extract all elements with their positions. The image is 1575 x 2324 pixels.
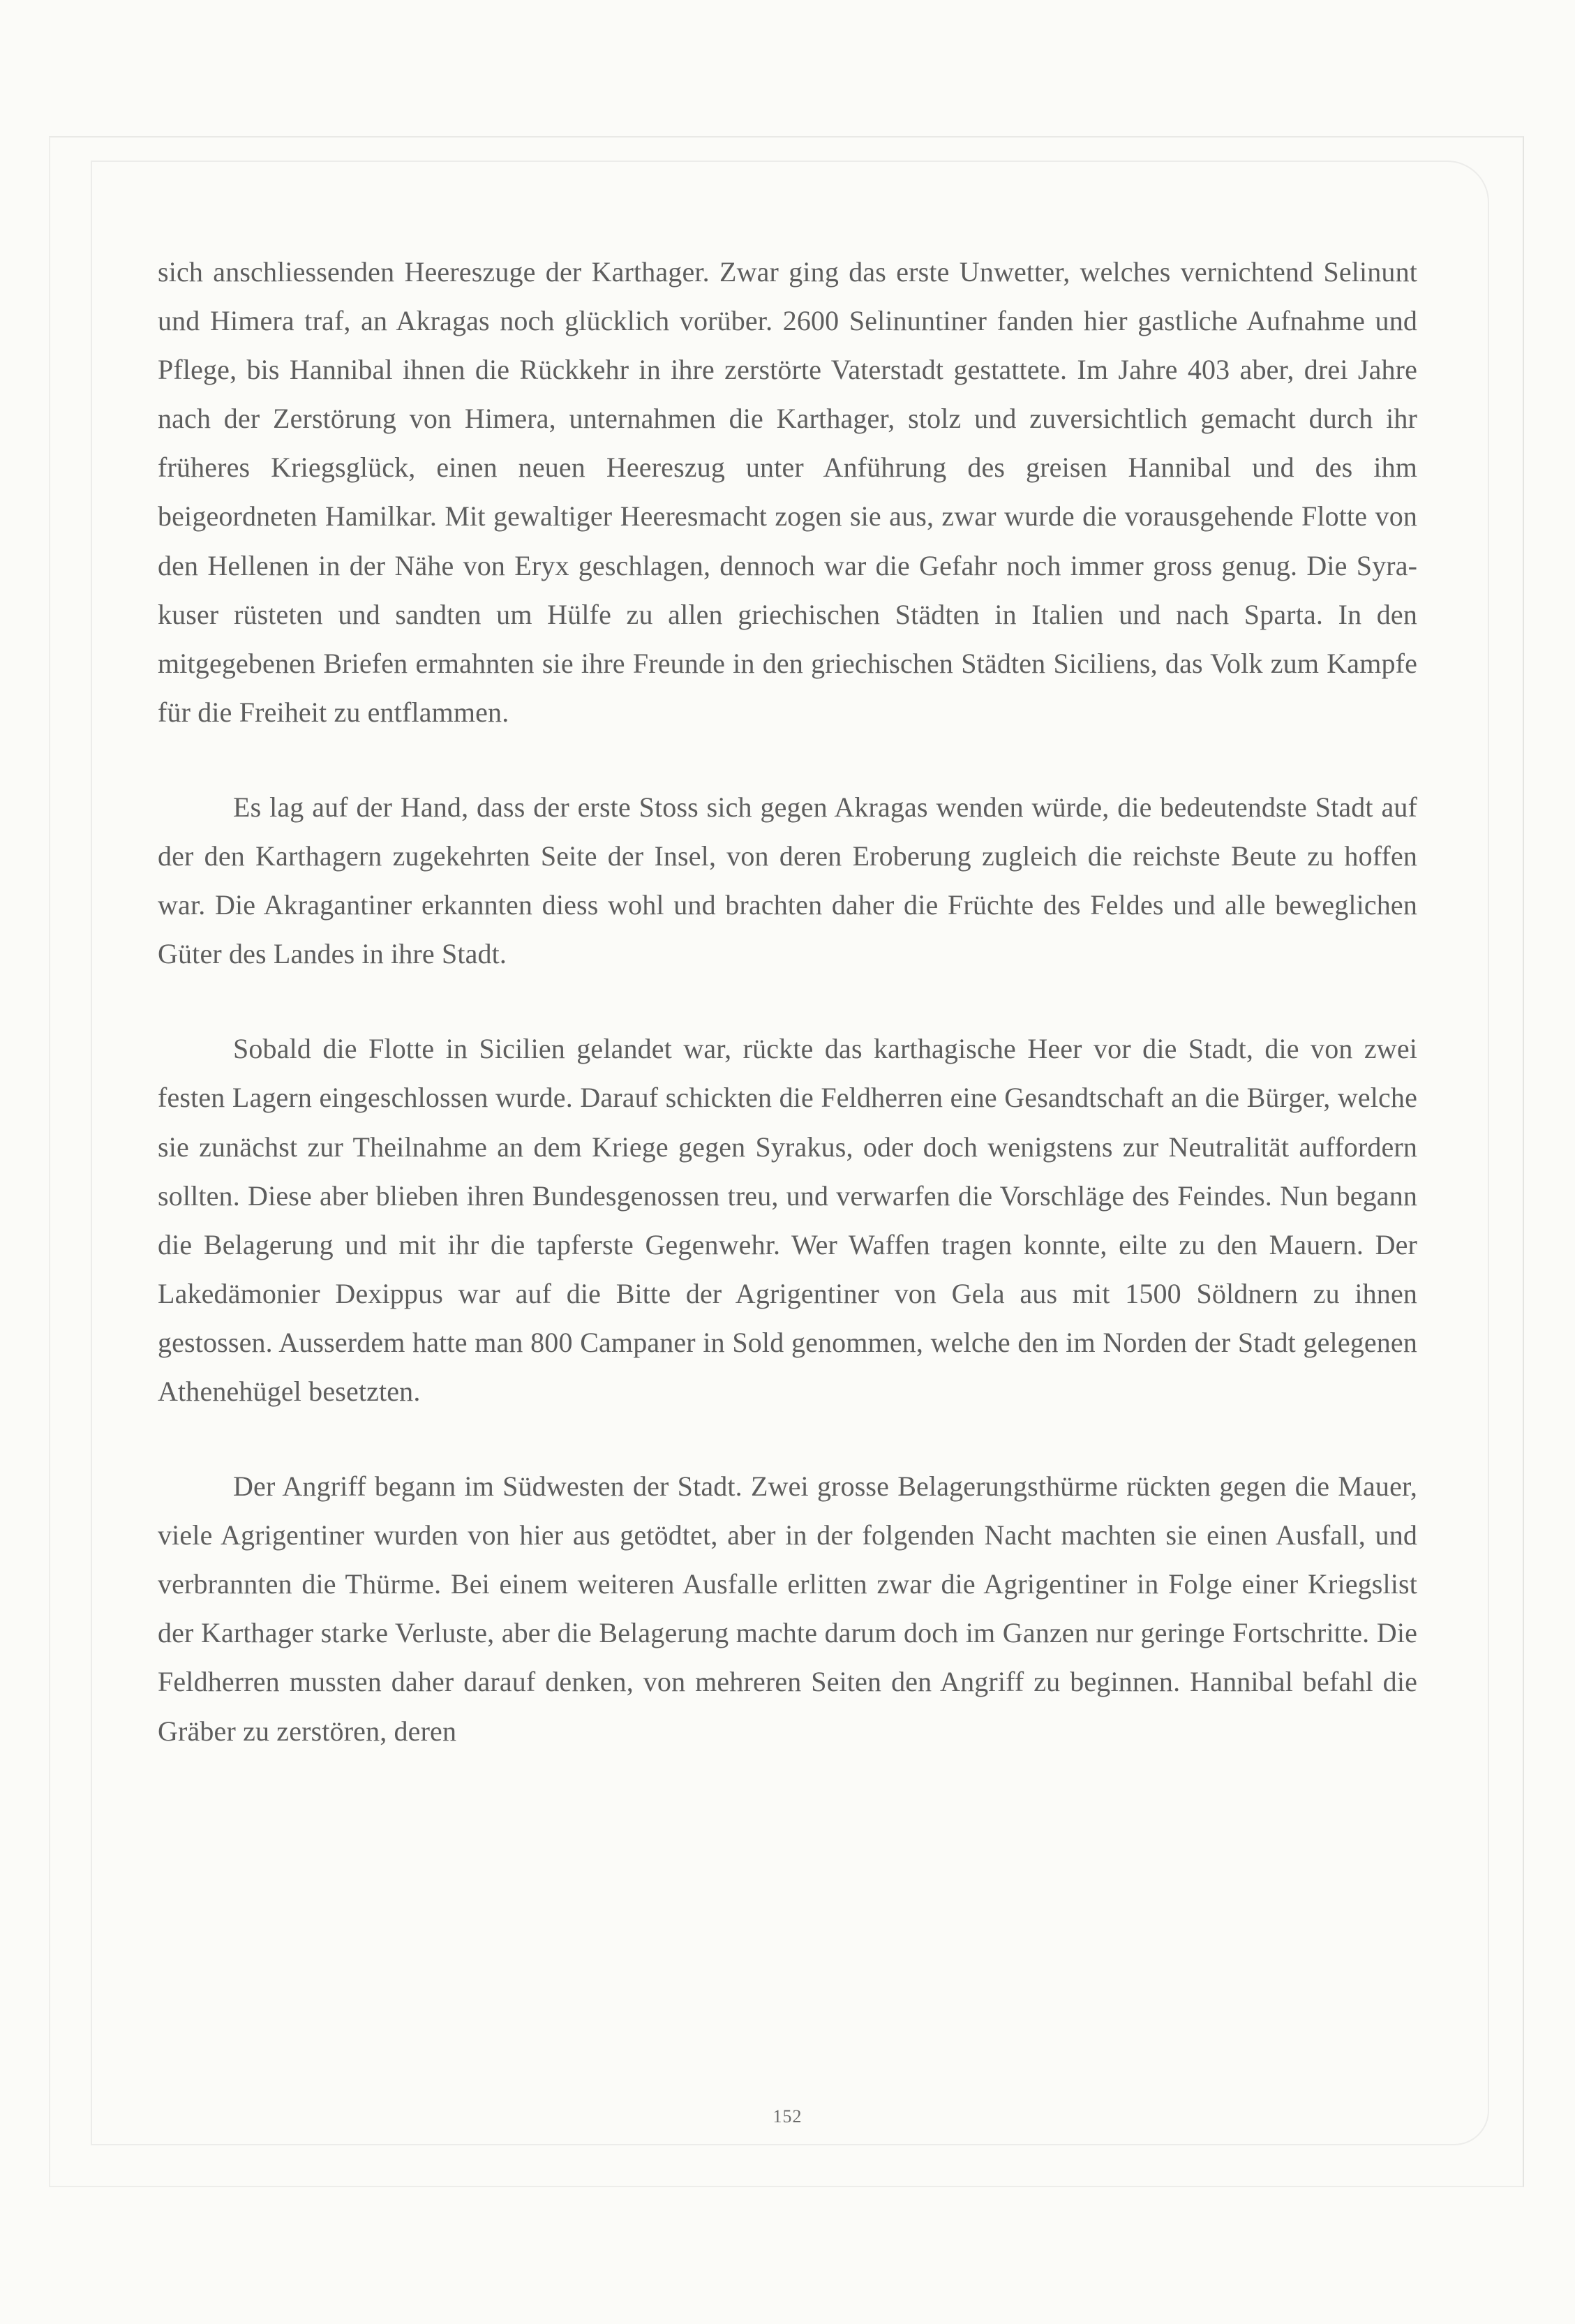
paragraph-3: Sobald die Flotte in Sicilien gelandet war, rückte das karthagische Heer vor die Stadt, die von zwei festen Lagern eingeschlossen wurde. Darauf schickten die Feldherren eine Gesandtschaft an die Bürger, welche sie zunächst zur Theilnahme an dem Kriege gegen Syrakus, oder doch wenigstens zur Neutralität auffordern sollten. Diese aber blieben ihren Bundesgenossen treu, und verwarfen die Vorschläge des Feindes. Nun begann die Belagerung und mit ihr die tapferste Gegenwehr. Wer Waffen tragen konnte, eilte zu den Mauern. Der Lakedämonier Dexippus war auf die Bitte der Agrigentiner von Gela aus mit 1500 Söldnern zu ihnen gestossen. Ausserdem hatte man 800 Campaner in Sold genommen, welche den im Norden der Stadt gelegenen Athenehügel besetzten.: [158, 1033, 1417, 1407]
paragraph-1: sich anschliessenden Heereszuge der Karthager. Zwar ging das erste Unwetter, welches vernichtend Selinunt und Himera traf, an Akragas noch glücklich vorüber. 2600 Selinuntiner fanden hier gastliche Aufnahme und Pflege, bis Hannibal ihnen die Rückkehr in ihre zerstörte Vaterstadt gestattete. Im Jahre 403 aber, drei Jahre nach der Zerstörung von Himera, unternahmen die Karthager, stolz und zuversichtlich gemacht durch ihr früheres Kriegsglück, einen neuen Heereszug unter Anführung des greisen Hannibal und des ihm beigeordneten Hamilkar. Mit gewaltiger Heeresmacht zogen sie aus, zwar wurde die vorausgehende Flotte von den Hellenen in der Nähe von Eryx geschlagen, dennoch war die Gefahr noch immer gross genug. Die Syrakuser rüsteten und sandten um Hülfe zu allen griechischen Städten in Italien und nach Sparta. In den mitgegebenen Briefen ermahnten sie ihre Freunde in den griechischen Städten Siciliens, das Volk zum Kampfe für die Freiheit zu entflammen.: [158, 256, 1417, 728]
paragraph-4: Der Angriff begann im Südwesten der Stadt. Zwei grosse Belagerungsthürme rückten gegen die Mauer, viele Agrigentiner wurden von hier aus getödtet, aber in der folgenden Nacht machten sie einen Ausfall, und verbrannten die Thürme. Bei einem weiteren Ausfalle erlitten zwar die Agrigentiner in Folge einer Kriegslist der Karthager starke Verluste, aber die Belagerung machte darum doch im Ganzen nur geringe Fortschritte. Die Feldherren mussten daher darauf denken, von mehreren Seiten den Angriff zu beginnen. Hannibal befahl die Gräber zu zerstören, deren: [158, 1470, 1417, 1747]
page-number: 152: [772, 2106, 803, 2126]
paragraph-2: Es lag auf der Hand, dass der erste Stoss sich gegen Akragas wenden würde, die bedeutendste Stadt auf der den Karthagern zugekehrten Seite der Insel, von deren Eroberung zugleich die reichste Beute zu hoffen war. Die Akragantiner erkannten diess wohl und brachten daher die Früchte des Feldes und alle beweglichen Güter des Landes in ihre Stadt.: [158, 791, 1417, 970]
body-text: [158, 248, 1417, 1756]
